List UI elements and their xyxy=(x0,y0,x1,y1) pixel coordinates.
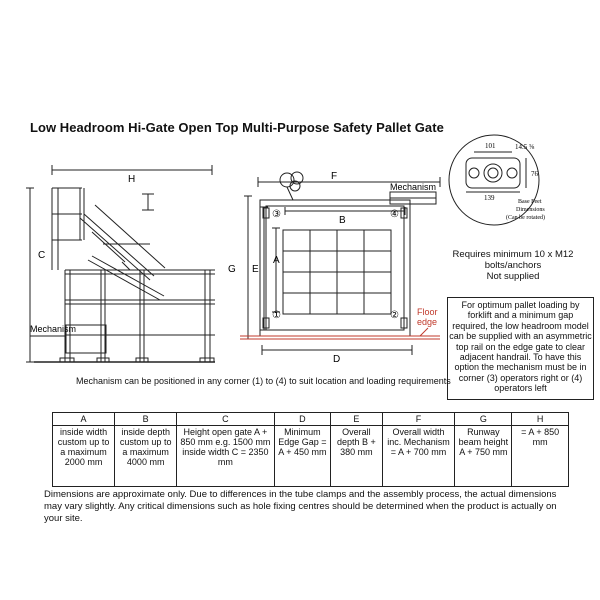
table-row xyxy=(53,426,569,487)
label-h: H xyxy=(128,174,136,185)
base-feet-caption-1: Base Feet xyxy=(518,199,542,205)
col-header-d: D xyxy=(274,413,331,426)
label-mechanism-plan: Mechanism xyxy=(390,182,437,192)
col-header-e: E xyxy=(331,413,382,426)
table-header-row xyxy=(53,413,569,426)
dim-76: 76 xyxy=(531,170,538,178)
label-d: D xyxy=(333,354,341,365)
cell-a: inside width custom up to a maximum 2000 mm xyxy=(53,426,115,487)
disclaimer-footer: Dimensions are approximate only. Due to differences in the tube clamps and the assembly process, the actual dimensions may vary slightly. Any critical dimensions such as hole fixing centres should be determined when the product is actually on your site. xyxy=(44,489,557,524)
label-g: G xyxy=(228,264,236,275)
col-header-g: G xyxy=(455,413,512,426)
requirements-line-2: bolts/anchors xyxy=(484,260,542,271)
dim-101: 101 xyxy=(485,142,496,150)
corner-1-label: ① xyxy=(272,310,281,321)
cell-g: Runway beam height A + 750 mm xyxy=(455,426,512,487)
col-header-h: H xyxy=(512,413,569,426)
dim-139: 139 xyxy=(484,194,495,202)
cell-h: = A + 850 mm xyxy=(512,426,569,487)
requirements-text xyxy=(438,249,588,282)
requirements-line-1: Requires minimum 10 x M12 xyxy=(452,249,574,260)
cell-c: Height open gate A + 850 mm e.g. 1500 mm inside width C = 2350 mm xyxy=(177,426,274,487)
label-a: A xyxy=(273,255,280,266)
option-note-box: For optimum pallet loading by forklift and a minimum gap required, the low headroom model can be supplied with an asymmetric top rail on the edge gate to clear adjacent handrail. To have this option the mechanism must be in corner (3) operators right or (4) operators left xyxy=(447,297,594,400)
base-feet-caption-2: Dimensions xyxy=(516,207,545,213)
corner-3-label: ③ xyxy=(272,209,281,220)
corner-2-label: ② xyxy=(390,310,399,321)
col-header-b: B xyxy=(115,413,177,426)
cell-e: Overall depth B + 380 mm xyxy=(331,426,382,487)
page-title: Low Headroom Hi-Gate Open Top Multi-Purpose Safety Pallet Gate xyxy=(30,120,444,135)
requirements-line-3: Not supplied xyxy=(486,271,540,282)
col-header-f: F xyxy=(382,413,455,426)
mechanism-caption: Mechanism can be positioned in any corner (1) to (4) to suit location and loading requirements xyxy=(76,376,451,386)
floor-edge-label-2: edge xyxy=(417,317,438,327)
cell-f: Overall width inc. Mechanism = A + 700 mm xyxy=(382,426,455,487)
cell-b: inside depth custom up to a maximum 4000 mm xyxy=(115,426,177,487)
col-header-a: A xyxy=(53,413,115,426)
label-b: B xyxy=(339,215,346,226)
base-feet-caption-3: (Can be rotated) xyxy=(506,215,545,221)
dimensions-table xyxy=(52,412,569,487)
col-header-c: C xyxy=(177,413,274,426)
corner-4-label: ④ xyxy=(390,209,399,220)
label-c: C xyxy=(38,250,46,261)
dim-14-5: 14.5 ⅝ xyxy=(515,143,535,151)
cell-d: Minimum Edge Gap = A + 450 mm xyxy=(274,426,331,487)
label-mechanism-side: Mechanism xyxy=(30,324,77,334)
label-e: E xyxy=(252,264,259,275)
floor-edge-label-1: Floor xyxy=(417,307,438,317)
label-f: F xyxy=(331,171,338,182)
